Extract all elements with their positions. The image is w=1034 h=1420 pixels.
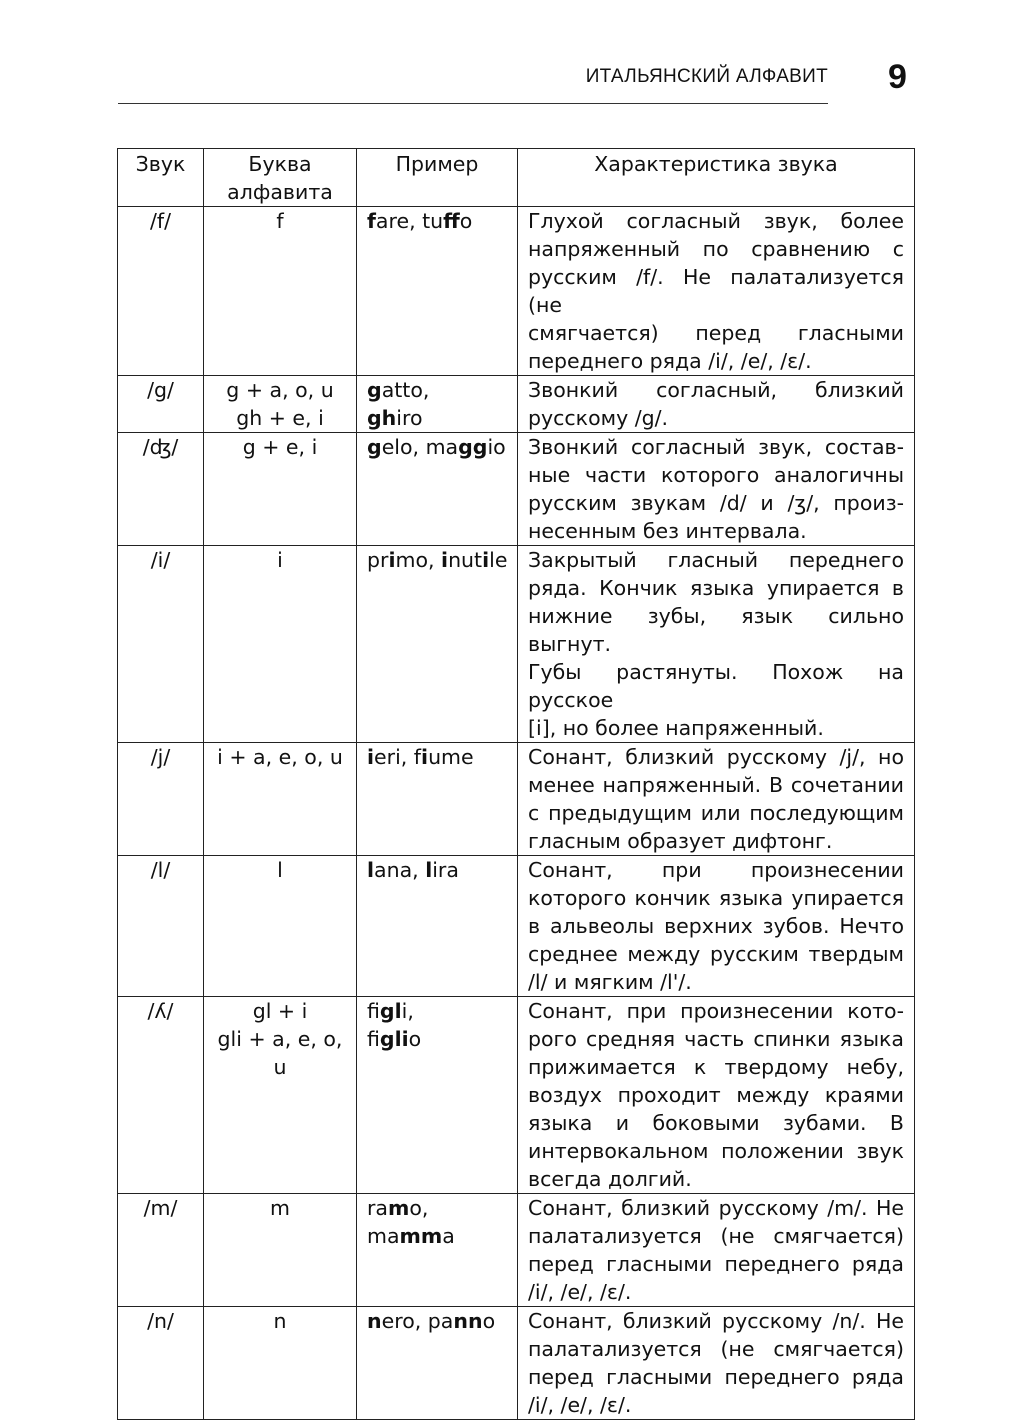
example-highlight: mm — [399, 1224, 443, 1248]
description-cell — [518, 376, 915, 433]
sound-cell: /m/ — [118, 1194, 204, 1307]
description-line: Звонкий согласный, близкий — [528, 378, 904, 402]
example-highlight: i — [441, 548, 449, 572]
example-text: o — [408, 1027, 422, 1051]
description-line: палатализуется (не смягчается) — [528, 1337, 904, 1361]
letter-line: gl + i — [252, 999, 308, 1023]
description-line: с предыдущим или последующим — [528, 801, 904, 825]
description-line: палатализуется (не смягчается) — [528, 1224, 904, 1248]
description-cell — [518, 1194, 915, 1307]
description-line: Сонант, при произнесении — [528, 858, 904, 882]
example-text: nut — [448, 548, 483, 572]
example-text: elo, ma — [381, 435, 459, 459]
description-line: воздух проходит между краями — [528, 1083, 904, 1107]
example-line — [367, 1307, 507, 1335]
table-row — [118, 546, 915, 743]
example-cell — [357, 376, 518, 433]
example-text: fi — [367, 1027, 380, 1051]
example-highlight: gh — [367, 406, 397, 430]
example-line — [367, 433, 507, 461]
example-highlight: i — [421, 745, 429, 769]
description-line: Губы растянуты. Похож на русское — [528, 660, 904, 712]
description-line: менее напряженный. В сочетании — [528, 773, 904, 797]
example-cell — [357, 207, 518, 376]
table-row — [118, 856, 915, 997]
letter-line: m — [270, 1196, 290, 1220]
table-header-row — [118, 149, 915, 207]
sound-cell: /j/ — [118, 743, 204, 856]
example-cell — [357, 856, 518, 997]
example-text: o — [459, 209, 473, 233]
description-line: смягчается) перед гласными — [528, 321, 904, 345]
letter-line: g + e, i — [242, 435, 318, 459]
description-cell — [518, 743, 915, 856]
example-highlight: g — [367, 435, 382, 459]
description-line: перед гласными переднего ряда — [528, 1252, 904, 1276]
description-line: ряда. Кончик языка упирается в — [528, 576, 904, 600]
table-row — [118, 997, 915, 1194]
sound-cell: /f/ — [118, 207, 204, 376]
example-line — [367, 404, 507, 432]
description-line: Сонант, близкий русскому /n/. Не — [528, 1309, 904, 1333]
letter-cell — [204, 376, 357, 433]
example-text: ma — [367, 1224, 400, 1248]
description-cell — [518, 856, 915, 997]
table-row — [118, 1307, 915, 1420]
description-cell — [518, 1307, 915, 1420]
example-text: are, tu — [375, 209, 444, 233]
letter-line: g + a, o, u — [226, 378, 334, 402]
example-highlight: g — [367, 378, 382, 402]
example-highlight: i — [482, 548, 490, 572]
description-cell — [518, 207, 915, 376]
sound-cell: /n/ — [118, 1307, 204, 1420]
sound-cell: /ʎ/ — [118, 997, 204, 1194]
description-line: переднего ряда /i/, /e/, /ɛ/. — [528, 349, 812, 373]
example-cell — [357, 433, 518, 546]
description-line: перед гласными переднего ряда — [528, 1365, 904, 1389]
letter-cell — [204, 1307, 357, 1420]
example-text: a — [442, 1224, 455, 1248]
description-line: Сонант, близкий русскому /m/. Не — [528, 1196, 904, 1220]
description-line: нижние зубы, язык сильно выгнут. — [528, 604, 904, 656]
description-line: ные части которого аналогичны — [528, 463, 904, 487]
column-header-description: Характеристика звука — [518, 149, 915, 207]
phonetics-table — [117, 148, 915, 1420]
example-highlight: i — [367, 745, 375, 769]
example-cell — [357, 743, 518, 856]
letter-cell — [204, 856, 357, 997]
example-line — [367, 546, 507, 574]
example-text: o, — [409, 1196, 429, 1220]
table-row — [118, 207, 915, 376]
example-line — [367, 743, 507, 771]
example-text: le — [489, 548, 508, 572]
description-line: /i/, /e/, /ɛ/. — [528, 1280, 632, 1304]
letter-line: f — [276, 209, 284, 233]
description-line: в альвеолы верхних зубов. Нечто — [528, 914, 904, 938]
table-row — [118, 376, 915, 433]
description-line: которого кончик языка упирается — [528, 886, 904, 910]
description-line: русским /f/. Не палатализуется (не — [528, 265, 904, 317]
example-line — [367, 997, 507, 1025]
example-text: atto, — [381, 378, 430, 402]
letter-line: l — [277, 858, 283, 882]
example-text: fi — [367, 999, 380, 1023]
example-text: mo, — [395, 548, 442, 572]
page-number: 9 — [888, 58, 907, 96]
example-highlight: gli — [379, 1027, 409, 1051]
example-line — [367, 856, 507, 884]
example-line — [367, 1025, 507, 1053]
letter-cell — [204, 743, 357, 856]
letter-cell — [204, 546, 357, 743]
sound-cell: /ʤ/ — [118, 433, 204, 546]
letter-cell — [204, 207, 357, 376]
example-text: ra — [367, 1196, 388, 1220]
description-line: гласным образует дифтонг. — [528, 829, 833, 853]
description-cell — [518, 433, 915, 546]
example-text: ana, — [374, 858, 426, 882]
description-line: /l/ и мягким /l'/. — [528, 970, 692, 994]
table-row — [118, 1194, 915, 1307]
example-highlight: f — [367, 209, 376, 233]
letter-line: gh + e, i — [236, 406, 324, 430]
sound-cell: /l/ — [118, 856, 204, 997]
example-line — [367, 207, 507, 235]
example-highlight: gg — [458, 435, 488, 459]
example-highlight: l — [425, 858, 433, 882]
example-highlight: i — [388, 548, 396, 572]
running-header-title: ИТАЛЬЯНСКИЙ АЛФАВИТ — [585, 66, 828, 87]
example-highlight: n — [367, 1309, 382, 1333]
description-line: прижимается к твердому небу, — [528, 1055, 904, 1079]
letter-line: u — [273, 1055, 287, 1079]
column-header-letter: Буква алфавита — [204, 149, 357, 207]
example-line — [367, 376, 507, 404]
example-line — [367, 1194, 507, 1222]
example-cell — [357, 1307, 518, 1420]
example-text: ero, pa — [381, 1309, 454, 1333]
description-cell — [518, 546, 915, 743]
description-line: [i], но более напряженный. — [528, 716, 824, 740]
description-line: всегда долгий. — [528, 1167, 692, 1191]
description-line: языка и боковыми зубами. В — [528, 1111, 904, 1135]
description-line: Закрытый гласный переднего — [528, 548, 904, 572]
description-line: русским звукам /d/ и /ʒ/, произ- — [528, 491, 904, 515]
example-text: io — [487, 435, 506, 459]
description-line: Глухой согласный звук, более — [528, 209, 904, 233]
letter-line: gli + a, e, o, — [217, 1027, 343, 1051]
example-highlight: l — [367, 858, 375, 882]
description-line: среднее между русским твердым — [528, 942, 904, 966]
example-cell — [357, 546, 518, 743]
example-cell — [357, 1194, 518, 1307]
example-highlight: ff — [443, 209, 460, 233]
example-highlight: gl — [379, 999, 402, 1023]
table-body — [118, 207, 915, 1420]
letter-cell — [204, 997, 357, 1194]
example-cell — [357, 997, 518, 1194]
example-text: pr — [367, 548, 389, 572]
example-text: ume — [428, 745, 474, 769]
description-line: рого средняя часть спинки языка — [528, 1027, 904, 1051]
letter-line: i — [277, 548, 283, 572]
table-row — [118, 743, 915, 856]
example-text: i, — [401, 999, 414, 1023]
sound-cell: /i/ — [118, 546, 204, 743]
description-line: русскому /g/. — [528, 406, 669, 430]
letter-line: i + a, e, o, u — [217, 745, 343, 769]
description-line: несенным без интервала. — [528, 519, 807, 543]
description-line: /i/, /e/, /ɛ/. — [528, 1393, 632, 1417]
letter-line: n — [273, 1309, 287, 1333]
column-header-sound: Звук — [118, 149, 204, 207]
example-text: iro — [396, 406, 423, 430]
description-line: интервокальном положении звук — [528, 1139, 904, 1163]
description-line: напряженный по сравнению с — [528, 237, 904, 261]
table-row — [118, 433, 915, 546]
description-line: Звонкий согласный звук, состав- — [528, 435, 904, 459]
description-cell — [518, 997, 915, 1194]
letter-cell — [204, 433, 357, 546]
letter-cell — [204, 1194, 357, 1307]
sound-cell: /g/ — [118, 376, 204, 433]
example-highlight: nn — [453, 1309, 483, 1333]
header-rule — [118, 103, 828, 104]
example-text: ira — [432, 858, 459, 882]
example-line — [367, 1222, 507, 1250]
description-line: Сонант, близкий русскому /j/, но — [528, 745, 904, 769]
example-text: eri, f — [374, 745, 422, 769]
example-highlight: m — [388, 1196, 410, 1220]
description-line: Сонант, при произнесении кото- — [528, 999, 904, 1023]
example-text: o — [482, 1309, 496, 1333]
column-header-example: Пример — [357, 149, 518, 207]
